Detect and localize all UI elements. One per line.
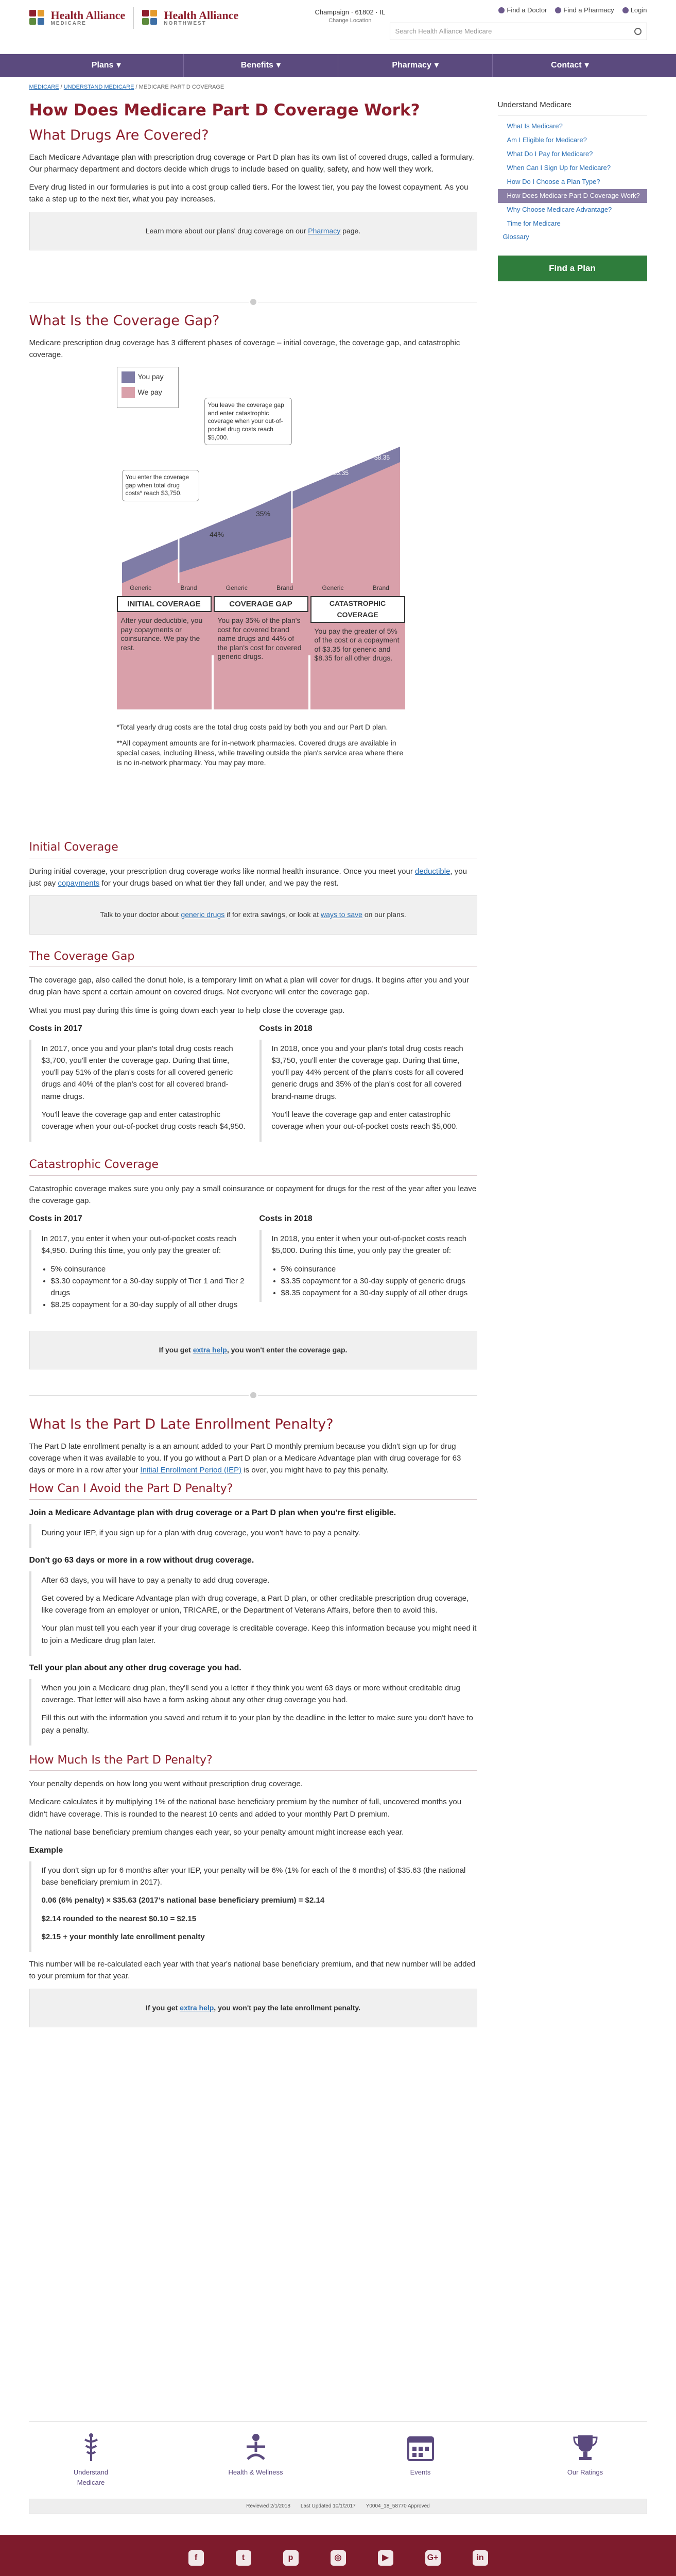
sidebar [498, 97, 647, 281]
logo-sub: MEDICARE [50, 21, 86, 27]
label-generic: Generic [130, 584, 152, 592]
callout-leave: You leave the coverage gap and enter catastrophic coverage when your out-of-pocket drug costs reach $5,000. [204, 398, 292, 445]
example-1: If you don't sign up for 6 months after your IEP, your penalty will be 6% (1% for each of the 6 months) of $35.63 (the national base beneficiary premium in 2017). [41, 1866, 466, 1887]
phase-initial-title: INITIAL COVERAGE [117, 596, 212, 612]
calendar-icon [405, 2432, 436, 2463]
breadcrumb-medicare[interactable]: MEDICARE [29, 84, 59, 90]
coverage-infographic [117, 367, 405, 831]
cat-generic-copay: $3.35 [333, 469, 349, 477]
search-icon[interactable] [634, 28, 642, 35]
divider-dot [249, 297, 258, 307]
avoid-b2c: Your plan must tell you each year if your drug coverage is creditable coverage. Keep this information because you might need it to join a Medicare drug plan later. [41, 1624, 477, 1645]
location-text: Champaign · 61802 · IL [315, 8, 386, 16]
instagram-icon[interactable]: ◎ [331, 2550, 346, 2566]
cg-2017-heading: Costs in 2017 [29, 1024, 82, 1033]
find-doctor-link[interactable]: Find a Doctor [498, 5, 547, 15]
utility-links [498, 5, 647, 15]
cg-2017-p2: You'll leave the coverage gap and enter catastrophic coverage when your out-of-pocket drug costs reach $4,950. [41, 1110, 246, 1131]
avoid-penalty-heading: How Can I Avoid the Part D Penalty? [29, 1482, 477, 1499]
sidebar-item-sign-up[interactable]: When Can I Sign Up for Medicare? [507, 163, 611, 172]
cg-2018-p1: In 2018, once you and your plan's total drug costs reach $3,750, you'll enter the coverage gap. During that time, you'll pay 44% percent of the plan's costs for all covered generic drugs and 35% of the plan's cost for all covered brand-name drugs. [271, 1044, 464, 1101]
avoid-h1: Join a Medicare Advantage plan with drug coverage or a Part D plan when you're first eligible. [29, 1508, 396, 1517]
list-item: • $8.25 copayment for a 30-day supply of all other drugs [51, 1299, 247, 1311]
pharmacy-icon [555, 7, 561, 13]
find-a-plan-button[interactable]: Find a Plan [498, 256, 647, 281]
label-brand: Brand [180, 584, 197, 592]
nav-pharmacy[interactable]: Pharmacy ▾ [338, 54, 493, 77]
search-placeholder: Search Health Alliance Medicare [395, 27, 492, 35]
our-ratings-link[interactable]: Our Ratings [554, 2432, 616, 2515]
list-item: • 5% coinsurance [51, 1263, 247, 1275]
cat-p1: Catastrophic coverage makes sure you only pay a small coinsurance or copayment for drugs for the rest of the year after you leave the coverage gap. [29, 1184, 477, 1206]
phase-gap [214, 596, 308, 709]
much-p2: Medicare calculates it by multiplying 1% of the national base beneficiary premium by the number of full, uncovered months you didn't have coverage. This is rounded to the nearest 10 cents and added to your monthly Part D premium. [29, 1798, 462, 1819]
label-generic: Generic [322, 584, 344, 592]
site-header [0, 0, 676, 54]
pharmacy-link[interactable]: Pharmacy [308, 226, 341, 235]
cg-2018-heading: Costs in 2018 [259, 1024, 313, 1033]
note-1: *Total yearly drug costs are the total drug costs paid by both you and our Part D plan. [116, 723, 388, 732]
pharmacy-callout: Learn more about our plans' drug coverage on our Pharmacy page. [29, 212, 477, 251]
avoid-b1: During your IEP, if you sign up for a plan with drug coverage, you won't have to pay a penalty. [41, 1528, 360, 1537]
coverage-gap-heading: What Is the Coverage Gap? [29, 313, 220, 329]
pct-44: 44% [209, 530, 224, 539]
catastrophic-heading: Catastrophic Coverage [29, 1158, 477, 1175]
late-penalty-heading: What Is the Part D Late Enrollment Penalty? [29, 1416, 334, 1433]
breadcrumb-current: MEDICARE PART D COVERAGE [138, 84, 224, 90]
yoga-icon [240, 2432, 271, 2463]
location[interactable] [315, 8, 386, 24]
coverage-gap-subheading: The Coverage Gap [29, 950, 477, 967]
phase-gap-title: COVERAGE GAP [214, 596, 308, 612]
sidebar-item-part-d[interactable]: How Does Medicare Part D Coverage Work? [498, 189, 647, 203]
breadcrumb-understand[interactable]: UNDERSTAND MEDICARE [63, 84, 134, 90]
doctor-icon [498, 7, 505, 13]
penalty-amount-heading: How Much Is the Part D Penalty? [29, 1754, 477, 1771]
ways-to-save-link[interactable]: ways to save [321, 910, 362, 919]
sidebar-item-what-is-medicare[interactable]: What Is Medicare? [507, 122, 563, 130]
cat-brand-copay: $8.35 [374, 454, 390, 462]
facebook-icon[interactable]: f [188, 2550, 204, 2566]
sidebar-item-time[interactable]: Time for Medicare [507, 219, 561, 227]
example-3: $2.14 rounded to the nearest $0.10 = $2.15 [41, 1914, 197, 1923]
avoid-h3: Tell your plan about any other drug coverage you had. [29, 1663, 241, 1672]
extra-help-callout: If you get extra help, you won't enter the coverage gap. [29, 1331, 477, 1370]
logo[interactable] [29, 7, 239, 29]
linkedin-icon[interactable]: in [473, 2550, 488, 2566]
much-p1: Your penalty depends on how long you went without prescription drug coverage. [29, 1780, 303, 1789]
approval-code: Y0004_18_58770 Approved [366, 2503, 430, 2510]
example-2: 0.06 (6% penalty) × $35.63 (2017's national base beneficiary premium) = $2.14 [41, 1896, 325, 1905]
cg-2017-p1: In 2017, once you and your plan's total drug costs reach $3,700, you'll enter the coverage gap. During that time, you'll pay 51% of the plan's costs for all covered generic drugs and 40% of the plan's cost for all covered brand-name drugs. [41, 1044, 233, 1101]
search-input[interactable] [390, 23, 647, 40]
find-pharmacy-link[interactable]: Find a Pharmacy [555, 5, 614, 15]
avoid-b2a: After 63 days, you will have to pay a penalty to add drug coverage. [41, 1575, 270, 1585]
initial-p: During initial coverage, your prescription drug coverage works like normal health insurance. Once you meet your deductible, you just pay copayments for your drugs based on what tier they fall under, and we pay the rest. [29, 867, 467, 888]
generic-brand-labels [117, 583, 405, 593]
list-item: • $3.30 copayment for a 30-day supply of Tier 1 and Tier 2 drugs [51, 1275, 247, 1299]
chevron-down-icon: ▾ [434, 60, 439, 70]
deductible-link[interactable]: deductible [415, 867, 450, 876]
label-brand: Brand [276, 584, 293, 592]
youtube-icon[interactable]: ▶ [378, 2550, 393, 2566]
generic-callout: Talk to your doctor about generic drugs if for extra savings, or look at ways to save on our plans. [29, 895, 477, 935]
sidebar-item-pay[interactable]: What Do I Pay for Medicare? [507, 150, 593, 158]
cg-p1: The coverage gap, also called the donut hole, is a temporary limit on what a plan will cover for drugs. It begins after you and your drug plan have spent a certain amount on covered drugs. Not everyone will enter the coverage gap. [29, 976, 470, 997]
login-link[interactable]: Login [622, 5, 647, 15]
reviewed-date: Reviewed 2/1/2018 [246, 2503, 290, 2510]
label-generic: Generic [226, 584, 248, 592]
extra-help-link[interactable]: extra help [180, 2003, 214, 2012]
change-location-link[interactable]: Change Location [328, 17, 372, 24]
twitter-icon[interactable]: t [236, 2550, 251, 2566]
logo-mark-icon [142, 10, 159, 26]
pct-35: 35% [255, 510, 270, 518]
chevron-down-icon: ▾ [276, 60, 281, 70]
avoid-h2: Don't go 63 days or more in a row without drug coverage. [29, 1555, 254, 1565]
trophy-icon [570, 2432, 601, 2463]
lock-icon [622, 7, 629, 13]
sidebar-title: Understand Medicare [498, 97, 647, 115]
nav-contact[interactable]: Contact ▾ [493, 54, 647, 77]
cg-p2: What you must pay during this time is going down each year to help close the coverage gap. [29, 1006, 345, 1015]
extra-help-link[interactable]: extra help [193, 1345, 227, 1354]
divider-dot [249, 1391, 258, 1400]
updated-date: Last Updated 10/1/2017 [300, 2503, 356, 2510]
late-extra-help-callout: If you get extra help, you won't pay the late enrollment penalty. [29, 1989, 477, 2028]
infographic-notes [117, 722, 405, 774]
cat-2018-p: In 2018, you enter it when your out-of-pocket costs reach $5,000. During this time, you only pay the greater of: [271, 1234, 467, 1256]
cat-2017-list [51, 1263, 247, 1311]
review-bar [29, 2499, 647, 2514]
gap-p1: Medicare prescription drug coverage has 3 different phases of coverage – initial coverage, the coverage gap, and catastrophic coverage. [29, 338, 460, 359]
phase-gap-text: You pay 35% of the plan's cost for covered brand name drugs and 44% of the plan's cost for covered generic drugs. [217, 616, 302, 661]
callout-enter: You enter the coverage gap when total drug costs* reach $3,750. [122, 470, 199, 501]
initial-coverage-heading: Initial Coverage [29, 841, 477, 858]
nav-benefits[interactable]: Benefits ▾ [184, 54, 338, 77]
phase-initial [117, 596, 212, 709]
avoid-b3b: Fill this out with the information you saved and return it to your plan by the deadline in the letter to make sure you don't have to pay a penalty. [41, 1714, 473, 1735]
avoid-b2b: Get covered by a Medicare Advantage plan with drug coverage, a Part D plan, or other creditable prescription drug coverage, like coverage from an employer or union, TRICARE, or the Department of Veterans Affairs, before then to avoid this. [41, 1594, 469, 1615]
cat-2018-heading: Costs in 2018 [259, 1214, 313, 1224]
caduceus-icon [76, 2432, 107, 2463]
understand-medicare-link[interactable]: Understand Medicare [60, 2432, 122, 2515]
note-2: **All copayment amounts are for in-network pharmacies. Covered drugs are available in special cases, including illness, while traveling outside the plan's service area where there is no in-network pharmacy. You may pay more. [116, 739, 404, 767]
legend-we: We pay [137, 388, 162, 397]
main-nav [0, 54, 676, 77]
phase-initial-text: After your deductible, you pay copayments or coinsurance. We pay the rest. [120, 616, 203, 652]
page-title: How Does Medicare Part D Coverage Work? [29, 101, 420, 120]
cg-2018-p2: You'll leave the coverage gap and enter catastrophic coverage when your out-of-pocket costs reach $5,000. [271, 1110, 458, 1131]
list-item: • $3.35 copayment for a 30-day supply of generic drugs [281, 1275, 477, 1287]
avoid-b3a: When you join a Medicare drug plan, they'll send you a letter if they think you went 63 days or more without creditable drug coverage. That letter will also have a form asking about any other drug coverage you had. [41, 1683, 460, 1705]
sidebar-item-plan-type[interactable]: How Do I Choose a Plan Type? [507, 177, 600, 185]
label-brand: Brand [372, 584, 389, 592]
chevron-down-icon: ▾ [584, 60, 589, 70]
late-p1: The Part D late enrollment penalty is a an amount added to your Part D monthly premium because you didn't sign up for drug coverage when it was available to you. If you go without a Part D plan or a Medicare Advantage plan with drug coverage for 63 days or more in a row after your Initial Enrollment Period (IEP) is over, you might have to pay this penalty. [29, 1442, 461, 1475]
much-p4: This number will be re-calculated each year with that year's national base beneficiary premium, and that new number will be added to your premium for that year. [29, 1960, 476, 1981]
sidebar-item-eligible[interactable]: Am I Eligible for Medicare? [507, 136, 587, 144]
cg-costs [29, 1023, 477, 1148]
phase-columns [117, 596, 405, 709]
logo-text: Health Alliance [50, 9, 126, 22]
breadcrumb: MEDICARE / UNDERSTAND MEDICARE / MEDICARE PART D COVERAGE [29, 84, 224, 90]
main-content [29, 97, 477, 2035]
nav-plans[interactable]: Plans ▾ [29, 54, 184, 77]
legend-you: You pay [137, 372, 164, 381]
generic-drugs-link[interactable]: generic drugs [181, 910, 225, 919]
events-link[interactable]: Events [390, 2432, 452, 2515]
logo2-sub: NORTHWEST [164, 21, 206, 27]
drugs-heading: What Drugs Are Covered? [29, 127, 209, 144]
drugs-p1: Each Medicare Advantage plan with prescription drug coverage or Part D plan has its own list of covered drugs, called a formulary. Our pharmacy department and doctors decide which drugs to include based on quality, safety, and how well they work. [29, 152, 474, 174]
sidebar-item-advantage[interactable]: Why Choose Medicare Advantage? [507, 205, 612, 213]
cat-costs [29, 1213, 477, 1320]
example-heading: Example [29, 1846, 63, 1855]
google-plus-icon[interactable]: G+ [425, 2550, 441, 2566]
example-4: $2.15 + your monthly late enrollment penalty [41, 1932, 205, 1941]
phase-cat-title: CATASTROPHIC COVERAGE [310, 596, 405, 622]
logo2-text: Health Alliance [164, 9, 239, 22]
pinterest-icon[interactable]: p [283, 2550, 299, 2566]
copayments-link[interactable]: copayments [58, 878, 100, 888]
chevron-down-icon: ▾ [116, 60, 121, 70]
logo-mark-icon [29, 10, 46, 26]
drugs-p2: Every drug listed in our formularies is put into a cost group called tiers. For the lowest tier, you pay the lowest copayment. As you take a step up to the next tier, what you pay increases. [29, 183, 469, 204]
cat-2018-list [281, 1263, 477, 1299]
social-links [0, 2535, 676, 2576]
iep-link[interactable]: Initial Enrollment Period (IEP) [140, 1466, 242, 1475]
cat-2017-p: In 2017, you enter it when your out-of-pocket costs reach $4,950. During this time, you only pay the greater of: [41, 1234, 237, 1256]
cat-2017-heading: Costs in 2017 [29, 1214, 82, 1224]
list-item: • $8.35 copayment for a 30-day supply of all other drugs [281, 1287, 477, 1299]
phase-cat-text: You pay the greater of 5% of the cost or a copayment of $3.35 for generic and $8.35 for all other drugs. [314, 626, 400, 663]
phase-catastrophic [310, 596, 405, 709]
list-item: • 5% coinsurance [281, 1263, 477, 1275]
sidebar-item-glossary[interactable]: Glossary [502, 233, 529, 241]
site-footer [0, 2535, 676, 2576]
much-p3: The national base beneficiary premium changes each year, so your penalty amount might increase each year. [29, 1827, 404, 1837]
health-wellness-link[interactable]: Health & Wellness [225, 2432, 287, 2515]
